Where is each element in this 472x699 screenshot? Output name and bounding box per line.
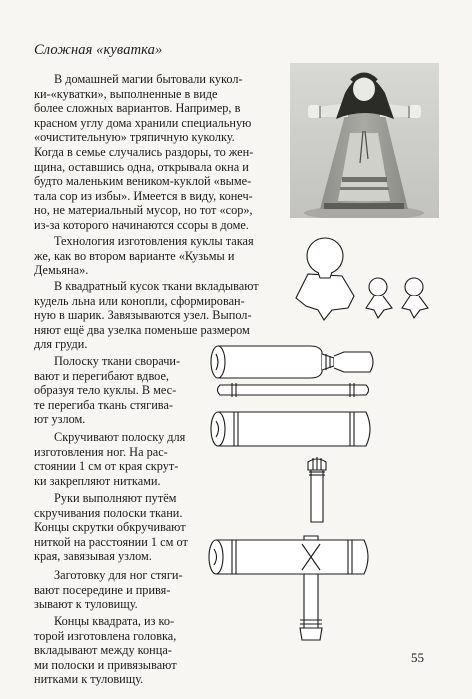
paragraph-technology [34, 234, 283, 278]
text-line: ниткой на расстоянии 1 см от [34, 534, 188, 549]
head-ball [307, 238, 343, 274]
paragraph-legs [34, 430, 209, 488]
legs-column [311, 470, 323, 522]
paragraph-attach-head [34, 614, 209, 687]
text-line: из-за которого начинаются ссоры в доме. [34, 217, 249, 232]
text-line: Концы квадрата, из ко- [54, 614, 175, 628]
text-line: края, завязывая узлом. [34, 549, 152, 564]
text-line: В квадратный кусок ткани вкладывают [54, 279, 259, 293]
paragraph-arms [34, 491, 214, 564]
text-line: же, как во втором варианте «Кузьмы и [34, 248, 235, 263]
text-line: Скручивают полоску для [54, 430, 186, 444]
knot-ball [405, 278, 423, 296]
text-line: ки закрепляют нитками. [34, 473, 161, 488]
text-line: ную в шарик. Завязываются узел. Выпол- [34, 308, 252, 323]
knot-cloth [366, 296, 392, 318]
text-line: Руки выполняют путём [54, 491, 177, 505]
paragraph-intro [34, 72, 283, 233]
text-line: Технология изготовления куклы такая [54, 234, 254, 248]
text-line: более сложных вариантов. Например, в [34, 101, 241, 116]
text-line: тала сор из избы». Имеется в виду, конеч- [34, 188, 253, 203]
text-line: щина, оставшись одна, открывала окна и [34, 159, 249, 174]
figure-head-step [296, 236, 356, 321]
figure-legs-twist [214, 382, 374, 398]
text-line: Заготовку для ног стяги- [54, 568, 183, 582]
text-line: скручивания полоски ткани. [34, 505, 183, 520]
text-line: ми полоски и привязывают [34, 657, 177, 672]
legs-strip [218, 385, 369, 395]
arms-strip [218, 412, 370, 446]
text-line: те перегиба ткань стягива- [34, 397, 173, 412]
roll-tie [322, 354, 334, 370]
assembly-arms [216, 540, 368, 574]
head-knot [318, 272, 332, 278]
text-line: красном углу дома хранили специальную [34, 115, 252, 130]
text-line: вают и перегибают вдвое, [34, 368, 169, 383]
figure-breast-knots [362, 276, 438, 320]
text-line: кудель льна или конопли, сформирован- [34, 293, 245, 308]
text-line: будто маленьким веником-куклой «выме- [34, 174, 252, 189]
text-line: Полоску ткани сворачи- [54, 354, 181, 368]
figure-legs-vertical [304, 456, 330, 524]
text-line: образуя тело куклы. В мес- [34, 383, 177, 398]
paragraph-body [34, 354, 209, 427]
text-line: Концы скрутки обкручивают [34, 520, 186, 535]
text-line: «очистительную» тряпичную куколку. [34, 130, 235, 145]
doll-photo [290, 63, 439, 218]
roll-left [218, 346, 322, 378]
text-line: ют узлом. [34, 412, 86, 427]
paragraph-attach-legs [34, 568, 209, 612]
figure-assembly [208, 536, 384, 642]
text-line: стоянии 1 см от края скрут- [34, 459, 179, 474]
knot-cloth [402, 296, 428, 318]
cloth-square [296, 274, 354, 320]
text-line: зывают к туловищу. [34, 597, 138, 612]
figure-arms-twist [210, 408, 378, 450]
figure-body-roll [210, 342, 378, 382]
assembly-foot [300, 628, 322, 640]
text-line: для груди. [34, 337, 88, 352]
page-number: 55 [411, 650, 424, 665]
text-line: нитками к туловищу. [34, 672, 144, 687]
doll-photo-drawing [290, 63, 439, 218]
text-line: Когда в семье случались раздоры, то жен- [34, 144, 254, 159]
text-line: вкладывают между конца- [34, 643, 172, 658]
section-title: Сложная «куватка» [34, 42, 163, 58]
text-line: изготовления ног. На рас- [34, 444, 168, 459]
text-line: вают посередине и привя- [34, 582, 171, 597]
text-line: ки-«куватки», выполненные в виде [34, 86, 218, 101]
text-line: торой изготовлена головка, [34, 628, 177, 643]
text-line: В домашней магии бытовали кукол- [54, 72, 243, 86]
text-line: но, не материальный мусор, но тот «сор», [34, 203, 253, 218]
roll-right [334, 352, 373, 372]
knot-ball [369, 278, 387, 296]
text-line: Демьяна». [34, 263, 89, 278]
text-line: няют ещё два узелка поменьше размером [34, 322, 250, 337]
